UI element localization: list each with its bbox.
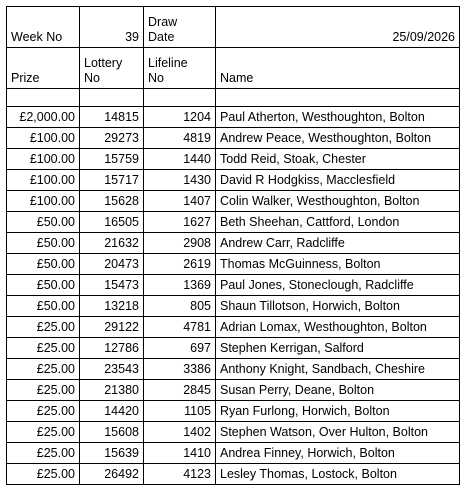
table-row [7, 443, 460, 464]
prize-cell: £50.00 [7, 233, 80, 254]
draw-date-value-cell: 25/09/2026 [216, 7, 460, 48]
table-row [7, 422, 460, 443]
table-row [7, 464, 460, 485]
winner-name-cell: Lesley Thomas, Lostock, Bolton [216, 464, 460, 485]
table-row [7, 254, 460, 275]
blank-cell [7, 89, 80, 107]
lottery-number-cell: 29273 [80, 128, 144, 149]
week-number-cell: 39 [80, 7, 144, 48]
lottery-number-cell: 15639 [80, 443, 144, 464]
lifeline-number-cell: 1407 [144, 191, 216, 212]
blank-cell [80, 89, 144, 107]
lifeline-number-cell: 1204 [144, 107, 216, 128]
table-row [7, 338, 460, 359]
draw-date-label-cell [144, 7, 216, 48]
prize-cell: £25.00 [7, 338, 80, 359]
lifeline-number-cell: 2845 [144, 380, 216, 401]
winner-name-cell: Beth Sheehan, Cattford, London [216, 212, 460, 233]
lifeline-number-cell: 1410 [144, 443, 216, 464]
winner-name-cell: Adrian Lomax, Westhoughton, Bolton [216, 317, 460, 338]
prize-cell: £50.00 [7, 275, 80, 296]
winner-name-cell: Thomas McGuinness, Bolton [216, 254, 460, 275]
table-row [7, 107, 460, 128]
winner-name-cell: Paul Jones, Stoneclough, Radcliffe [216, 275, 460, 296]
table-row [7, 128, 460, 149]
table-row [7, 359, 460, 380]
prize-cell: £25.00 [7, 401, 80, 422]
lottery-number-cell: 16505 [80, 212, 144, 233]
lifeline-number-cell: 1627 [144, 212, 216, 233]
prize-header: Prize [7, 48, 80, 89]
lottery-number-cell: 21632 [80, 233, 144, 254]
table-row [7, 317, 460, 338]
lottery-number-cell: 15759 [80, 149, 144, 170]
prize-cell: £100.00 [7, 128, 80, 149]
lottery-number-cell: 14420 [80, 401, 144, 422]
prize-cell: £50.00 [7, 296, 80, 317]
prize-cell: £100.00 [7, 149, 80, 170]
blank-cell [144, 89, 216, 107]
table-row [7, 233, 460, 254]
lottery-number-cell: 26492 [80, 464, 144, 485]
winner-name-cell: Ryan Furlong, Horwich, Bolton [216, 401, 460, 422]
winner-name-cell: Andrea Finney, Horwich, Bolton [216, 443, 460, 464]
lottery-number-cell: 15608 [80, 422, 144, 443]
lifeline-number-cell: 1402 [144, 422, 216, 443]
prize-cell: £50.00 [7, 212, 80, 233]
table-row [7, 401, 460, 422]
lifeline-number-cell: 1369 [144, 275, 216, 296]
winner-name-cell: Paul Atherton, Westhoughton, Bolton [216, 107, 460, 128]
table-row [7, 275, 460, 296]
lifeline-number-cell: 2619 [144, 254, 216, 275]
table-row [7, 149, 460, 170]
winner-name-cell: Stephen Watson, Over Hulton, Bolton [216, 422, 460, 443]
winner-name-cell: David R Hodgkiss, Macclesfield [216, 170, 460, 191]
winner-name-cell: Andrew Peace, Westhoughton, Bolton [216, 128, 460, 149]
lifeline-number-cell: 1105 [144, 401, 216, 422]
prize-cell: £25.00 [7, 464, 80, 485]
lifeline-number-cell: 805 [144, 296, 216, 317]
table-row [7, 170, 460, 191]
winner-name-cell: Colin Walker, Westhoughton, Bolton [216, 191, 460, 212]
prize-cell: £100.00 [7, 191, 80, 212]
lifeline-number-cell: 4123 [144, 464, 216, 485]
winner-name-cell: Stephen Kerrigan, Salford [216, 338, 460, 359]
lottery-number-cell: 15717 [80, 170, 144, 191]
table-row [7, 191, 460, 212]
blank-row [7, 89, 460, 107]
lifeline-number-cell: 697 [144, 338, 216, 359]
lottery-number-cell: 15473 [80, 275, 144, 296]
lottery-number-cell: 13218 [80, 296, 144, 317]
winner-name-cell: Susan Perry, Deane, Bolton [216, 380, 460, 401]
lottery-number-cell: 15628 [80, 191, 144, 212]
lifeline-number-cell: 4781 [144, 317, 216, 338]
lottery-number-cell: 12786 [80, 338, 144, 359]
table-row [7, 212, 460, 233]
prize-cell: £25.00 [7, 359, 80, 380]
lottery-number-cell: 20473 [80, 254, 144, 275]
lifeline-header-label: Lifeline No [148, 56, 188, 85]
prize-cell: £25.00 [7, 380, 80, 401]
name-header: Name [216, 48, 460, 89]
lifeline-number-cell: 3386 [144, 359, 216, 380]
winner-name-cell: Andrew Carr, Radcliffe [216, 233, 460, 254]
lifeline-number-cell: 2908 [144, 233, 216, 254]
prize-cell: £50.00 [7, 254, 80, 275]
winner-name-cell: Anthony Knight, Sandbach, Cheshire [216, 359, 460, 380]
winner-name-cell: Shaun Tillotson, Horwich, Bolton [216, 296, 460, 317]
lottery-number-cell: 14815 [80, 107, 144, 128]
draw-date-label: Draw Date [148, 15, 178, 44]
prize-cell: £100.00 [7, 170, 80, 191]
table-row [7, 296, 460, 317]
week-label-cell: Week No [7, 7, 80, 48]
prize-cell: £25.00 [7, 443, 80, 464]
lottery-number-cell: 21380 [80, 380, 144, 401]
column-header-row [7, 48, 460, 89]
table-row [7, 380, 460, 401]
prize-cell: £25.00 [7, 422, 80, 443]
lottery-number-cell: 23543 [80, 359, 144, 380]
blank-cell [216, 89, 460, 107]
prize-cell: £2,000.00 [7, 107, 80, 128]
winner-name-cell: Todd Reid, Stoak, Chester [216, 149, 460, 170]
lottery-header-label: Lottery No [84, 56, 123, 85]
lottery-header [80, 48, 144, 89]
lifeline-header [144, 48, 216, 89]
lottery-number-cell: 29122 [80, 317, 144, 338]
lifeline-number-cell: 4819 [144, 128, 216, 149]
week-header-row [7, 7, 460, 48]
lifeline-number-cell: 1440 [144, 149, 216, 170]
prize-cell: £25.00 [7, 317, 80, 338]
results-table [6, 6, 460, 485]
lifeline-number-cell: 1430 [144, 170, 216, 191]
